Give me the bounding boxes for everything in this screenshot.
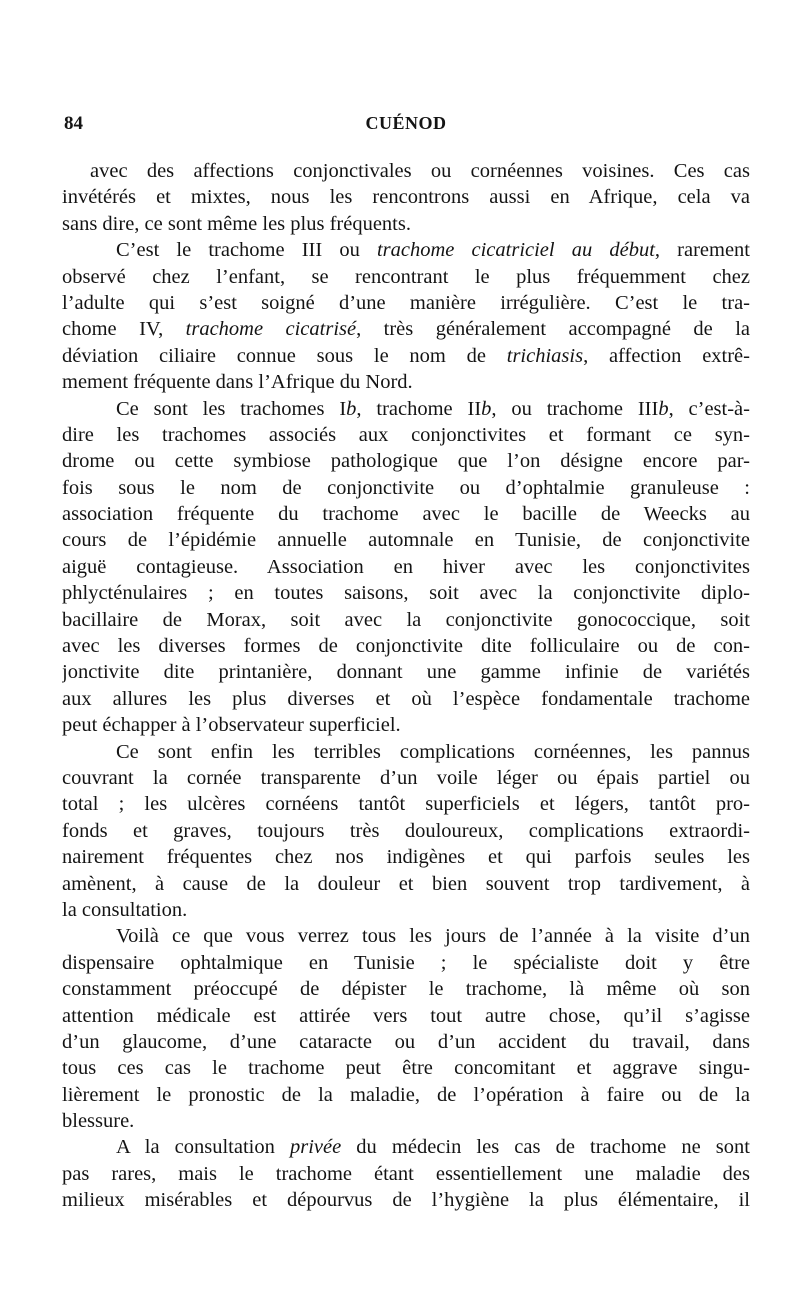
paragraph bbox=[62, 1134, 750, 1213]
running-head bbox=[62, 113, 750, 143]
text-line: attention médicale est attirée vers tout autre chose, qu’il s’agisse bbox=[62, 1004, 750, 1027]
text-line: avec des affections conjonctivales ou cornéennes voisines. Ces cas bbox=[90, 160, 750, 182]
text-line: lièrement le pronostic de la maladie, de l’opération à faire ou de la bbox=[62, 1083, 750, 1106]
text-line: cours de l’épidémie annuelle automnale en Tunisie, de conjonctivite bbox=[62, 529, 750, 552]
text-line: A la consultation privée du médecin les cas de trachome ne sont bbox=[116, 1136, 750, 1159]
text-line: aiguë contagieuse. Association en hiver avec les conjonctivites bbox=[62, 555, 750, 578]
text-line: Ce sont enfin les terribles complications cornéennes, les pannus bbox=[116, 740, 750, 763]
text-line: drome ou cette symbiose pathologique que l’on désigne encore par- bbox=[62, 450, 750, 473]
text-line: total ; les ulcères cornéens tantôt superficiels et légers, tantôt pro- bbox=[62, 793, 750, 816]
text-line: aux allures les plus diverses et où l’espèce fondamentale trachome bbox=[62, 687, 750, 710]
text-line: dire les trachomes associés aux conjonctivites et formant ce syn- bbox=[62, 423, 750, 446]
text-line: association fréquente du trachome avec le bacille de Weecks au bbox=[62, 503, 750, 526]
book-page bbox=[62, 0, 750, 1304]
text-line: nairement fréquentes chez nos indigènes et qui parfois seules les bbox=[62, 846, 750, 869]
text-line: Ce sont les trachomes Ib, trachome IIb, ou trachome IIIb, c’est-à- bbox=[116, 397, 750, 420]
text-line: dispensaire ophtalmique en Tunisie ; le spécialiste doit y être bbox=[62, 951, 750, 974]
text-line: milieux misérables et dépourvus de l’hygiène la plus élémentaire, il bbox=[62, 1189, 750, 1212]
text-line: couvrant la cornée transparente d’un voile léger ou épais partiel ou bbox=[62, 766, 750, 789]
text-line: la consultation. bbox=[62, 898, 188, 921]
text-line: déviation ciliaire connue sous le nom de trichiasis, affection extrê- bbox=[62, 344, 750, 367]
text-line: jonctivite dite printanière, donnant une gamme infinie de variétés bbox=[62, 661, 750, 684]
text-line: peut échapper à l’observateur superficiel. bbox=[62, 714, 401, 737]
text-line: pas rares, mais le trachome étant essentiellement une maladie des bbox=[62, 1162, 750, 1185]
paragraph bbox=[62, 158, 750, 237]
text-line: tous ces cas le trachome peut être concomitant et aggrave singu- bbox=[62, 1057, 750, 1080]
text-line: fois sous le nom de conjonctivite ou d’ophtalmie granuleuse : bbox=[62, 476, 750, 499]
paragraph bbox=[62, 396, 750, 739]
text-line: phlycténulaires ; en toutes saisons, soit avec la conjonctivite diplo- bbox=[62, 582, 750, 605]
paragraph bbox=[62, 923, 750, 1134]
text-line: sans dire, ce sont même les plus fréquents. bbox=[62, 212, 411, 235]
text-line: constamment préoccupé de dépister le trachome, là même où son bbox=[62, 978, 750, 1001]
text-line: avec les diverses formes de conjonctivite dite folliculaire ou de con- bbox=[62, 635, 750, 658]
paragraph bbox=[62, 739, 750, 924]
text-line: l’adulte qui s’est soigné d’une manière irrégulière. C’est le tra- bbox=[62, 291, 750, 314]
text-line: mement fréquente dans l’Afrique du Nord. bbox=[62, 371, 413, 394]
text-line: observé chez l’enfant, se rencontrant le plus fréquemment chez bbox=[62, 265, 750, 288]
paragraph bbox=[62, 237, 750, 395]
text-line: amènent, à cause de la douleur et bien souvent trop tardivement, à bbox=[62, 872, 750, 895]
text-line: invétérés et mixtes, nous les rencontrons aussi en Afrique, cela va bbox=[62, 186, 750, 209]
running-title: CUÉNOD bbox=[365, 113, 447, 133]
text-line: d’un glaucome, d’une cataracte ou d’un accident du travail, dans bbox=[62, 1030, 750, 1053]
body-text bbox=[62, 158, 750, 1214]
text-line: blessure. bbox=[62, 1110, 135, 1133]
text-line: C’est le trachome III ou trachome cicatriciel au début, rarement bbox=[116, 239, 750, 262]
text-line: bacillaire de Morax, soit avec la conjonctivite gonococcique, soit bbox=[62, 608, 750, 631]
text-line: chome IV, trachome cicatrisé, très généralement accompagné de la bbox=[62, 318, 750, 341]
text-line: fonds et graves, toujours très douloureux, complications extraordi- bbox=[62, 819, 750, 842]
page-number: 84 bbox=[64, 113, 83, 134]
text-line: Voilà ce que vous verrez tous les jours de l’année à la visite d’un bbox=[116, 925, 750, 948]
